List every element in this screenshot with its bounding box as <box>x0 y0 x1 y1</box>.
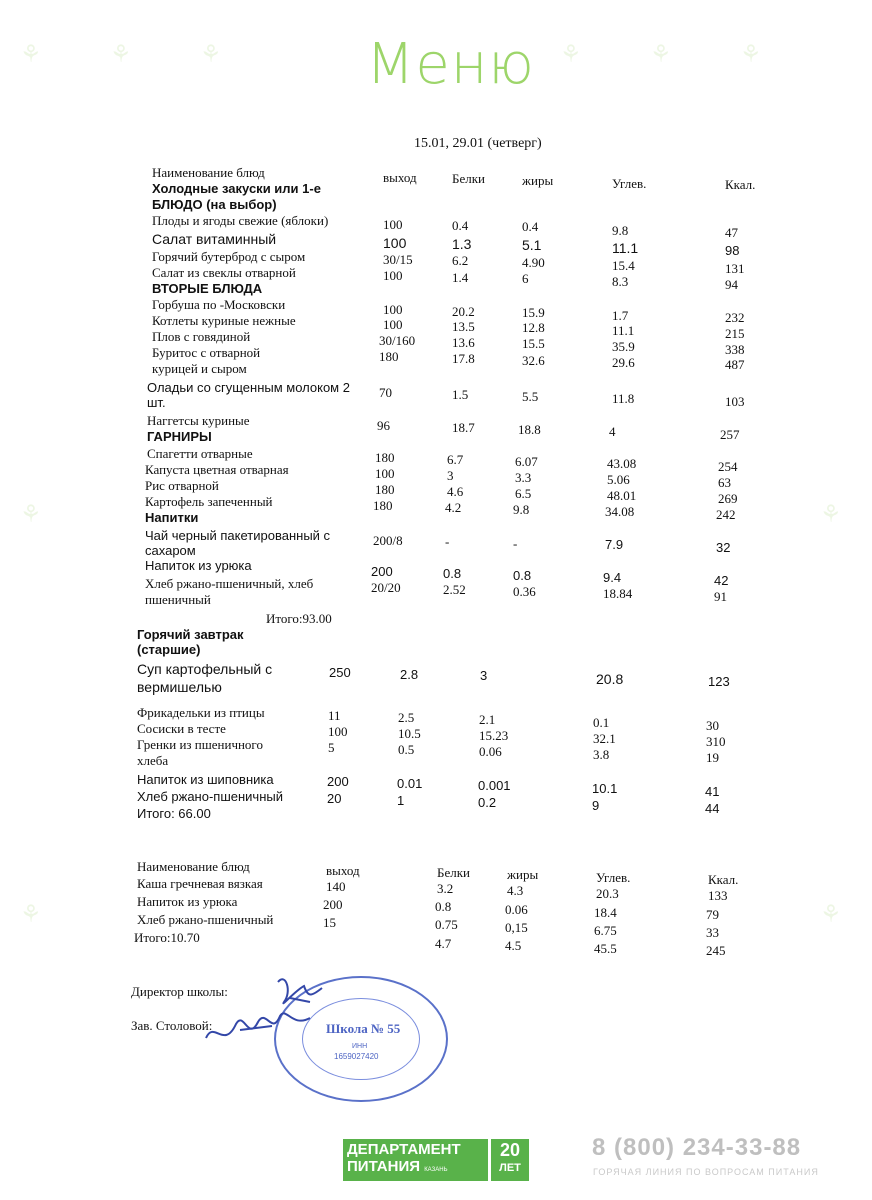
dish-yield: 100 <box>383 268 403 283</box>
stamp-inn-label: ИНН <box>352 1043 368 1050</box>
dish-fat: 0.06 <box>479 744 502 759</box>
dish-kcal: 19 <box>706 750 719 765</box>
dish-yield: 180 <box>375 450 395 465</box>
dish-protein: 1.4 <box>452 270 469 285</box>
dish-carbs: 18.84 <box>603 586 633 601</box>
director-label: Директор школы: <box>131 984 228 999</box>
dish-yield: 15 <box>323 915 336 930</box>
dish-kcal: 63 <box>718 475 731 490</box>
header-yield: выход <box>326 863 360 878</box>
dish-name: Спагетти отварные <box>147 446 253 461</box>
dish-carbs: 5.06 <box>607 472 630 487</box>
dish-fat: 5.5 <box>522 389 539 404</box>
dish-protein: 4.6 <box>447 484 464 499</box>
handwritten-signatures <box>200 968 360 1058</box>
dish-carbs: 10.1 <box>592 781 618 796</box>
decor-mark: ⚘ <box>820 900 842 928</box>
dish-carbs: 1.7 <box>612 308 629 323</box>
dish-protein: 20.2 <box>452 304 475 319</box>
decor-mark: ⚘ <box>20 40 42 68</box>
decor-mark: ⚘ <box>20 900 42 928</box>
dish-protein: 3.2 <box>437 881 454 896</box>
dish-yield: 11 <box>328 708 341 723</box>
header-kcal: Ккал. <box>725 177 756 192</box>
dish-fat: 6.07 <box>515 454 538 469</box>
dish-protein: 6.7 <box>447 452 464 467</box>
hotline-caption: ГОРЯЧАЯ ЛИНИЯ ПО ВОПРОСАМ ПИТАНИЯ <box>593 1167 819 1177</box>
dish-name: Напиток из урюка <box>137 894 238 909</box>
dish-name: Оладьи со сгущенным молоком 2 <box>147 380 350 395</box>
dish-name: Котлеты куриные нежные <box>152 313 296 328</box>
dish-protein: 2.8 <box>400 667 419 682</box>
logo-line2: ПИТАНИЯ <box>347 1158 421 1175</box>
date-line: 15.01, 29.01 (четверг) <box>414 136 542 151</box>
dish-fat: 0.06 <box>505 902 528 917</box>
section-second: ВТОРЫЕ БЛЮДА <box>152 281 263 296</box>
dish-name: Картофель запеченный <box>145 494 273 509</box>
dish-protein: 0.01 <box>397 776 423 791</box>
dish-name: Горбуша по -Московски <box>152 297 286 312</box>
stamp-inn-value: 1659027420 <box>334 1052 379 1061</box>
dish-name: Рис отварной <box>145 478 219 493</box>
dish-protein: 13.6 <box>452 335 475 350</box>
dish-yield: 70 <box>379 385 392 400</box>
stamp-school-text: Школа № 55 <box>326 1021 401 1036</box>
dish-kcal: 310 <box>706 734 726 749</box>
dish-protein: 3 <box>447 468 454 483</box>
header-name: Наименование блюд <box>152 165 265 180</box>
dish-name: Напиток из урюка <box>145 558 252 573</box>
header-carbs: Углев. <box>596 870 631 885</box>
dish-fat: 0,15 <box>505 920 528 935</box>
dish-carbs: 4 <box>609 424 616 439</box>
dish-protein: 0.8 <box>443 566 462 581</box>
dish-carbs: 20.3 <box>596 886 619 901</box>
dish-yield: 250 <box>329 665 351 680</box>
dish-kcal: 42 <box>714 573 729 588</box>
decor-mark: ⚘ <box>820 500 842 528</box>
dish-name: Хлеб ржано-пшеничный, хлеб <box>145 576 314 591</box>
dish-carbs: 3.8 <box>593 747 610 762</box>
dish-fat: 15.5 <box>522 336 545 351</box>
dish-name: Хлеб ржано-пшеничный <box>137 912 274 927</box>
dish-carbs: 8.3 <box>612 274 629 289</box>
dish-kcal: 133 <box>708 888 728 903</box>
dish-name-cont: курицей и сыром <box>152 361 247 376</box>
decor-mark: ⚘ <box>200 40 222 68</box>
dish-yield: 30/160 <box>379 333 416 348</box>
dish-yield: 100 <box>383 217 403 232</box>
sum-kcal: 245 <box>706 943 726 958</box>
dish-fat: 0.4 <box>522 219 539 234</box>
dish-name: Плов с говядиной <box>152 329 251 344</box>
dish-protein: 13.5 <box>452 319 475 334</box>
dish-kcal: 254 <box>718 459 738 474</box>
section-cold: Холодные закуски или 1-е <box>152 181 321 196</box>
section-drinks: Напитки <box>145 510 199 525</box>
logo-city: КАЗАНЬ <box>424 1167 448 1173</box>
dish-protein: 2.52 <box>443 582 466 597</box>
logo-line1: ДЕПАРТАМЕНТ <box>347 1141 461 1158</box>
sum-fat: 4.5 <box>505 938 522 953</box>
dish-fat: 3 <box>480 668 488 683</box>
dish-carbs: 9 <box>592 798 600 813</box>
dish-protein: 0.8 <box>435 899 452 914</box>
dish-carbs: 20.8 <box>596 671 624 687</box>
total-lunch: Итого:93.00 <box>266 611 332 626</box>
dish-kcal: 98 <box>725 243 740 258</box>
dish-kcal: 338 <box>725 342 745 357</box>
dish-name: Капуста цветная отварная <box>145 462 289 477</box>
dish-name: Фрикадельки из птицы <box>137 705 265 720</box>
dish-yield: 200 <box>327 774 349 789</box>
dish-kcal: 103 <box>725 394 745 409</box>
header-protein: Белки <box>452 171 485 186</box>
dish-kcal: 79 <box>706 907 719 922</box>
decor-mark: ⚘ <box>110 40 132 68</box>
dish-name: Суп картофельный с <box>137 661 273 677</box>
dish-protein: 2.5 <box>398 710 415 725</box>
dish-yield: 200/8 <box>373 533 403 548</box>
dish-name: Гренки из пшеничного <box>137 737 263 752</box>
dish-kcal: 47 <box>725 225 738 240</box>
decor-mark: ⚘ <box>650 40 672 68</box>
dish-name: Напиток из шиповника <box>137 772 274 787</box>
dish-carbs: 15.4 <box>612 258 635 273</box>
header-yield: выход <box>383 170 417 185</box>
dish-fat: 15.9 <box>522 305 545 320</box>
dish-name-cont: вермишелью <box>137 679 222 695</box>
dish-carbs: 29.6 <box>612 355 635 370</box>
dish-yield: 140 <box>326 879 346 894</box>
total-breakfast: Итого: 66.00 <box>137 806 211 821</box>
dish-fat: 3.3 <box>515 470 532 485</box>
header-kcal: Ккал. <box>708 872 739 887</box>
dish-yield: 180 <box>375 482 395 497</box>
dish-name: Плоды и ягоды свежие (яблоки) <box>152 213 329 228</box>
dish-carbs: 35.9 <box>612 339 635 354</box>
dish-fat: 0.36 <box>513 584 536 599</box>
dish-fat: 6 <box>522 271 529 286</box>
decor-mark: ⚘ <box>560 40 582 68</box>
dish-name: Сосиски в тесте <box>137 721 226 736</box>
dish-name: Наггетсы куриные <box>147 413 250 428</box>
dish-kcal: 215 <box>725 326 745 341</box>
dish-kcal: 131 <box>725 261 745 276</box>
dish-kcal: 94 <box>725 277 738 292</box>
dish-fat: 5.1 <box>522 237 542 253</box>
dish-carbs: 34.08 <box>605 504 635 519</box>
dish-name-cont: сахаром <box>145 543 196 558</box>
dish-name-cont: хлеба <box>137 753 169 768</box>
dish-yield: 100 <box>383 302 403 317</box>
dish-fat: 2.1 <box>479 712 496 727</box>
section-cold-2: БЛЮДО (на выбор) <box>152 197 277 212</box>
dish-carbs: 9.8 <box>612 223 629 238</box>
dish-protein: 0.5 <box>398 742 415 757</box>
sum-carbs: 45.5 <box>594 941 617 956</box>
dish-protein: 0.75 <box>435 917 458 932</box>
dish-protein: 1.3 <box>452 236 472 252</box>
dish-yield: 20/20 <box>371 580 401 595</box>
page-title: Меню <box>366 32 535 97</box>
dish-fat: 12.8 <box>522 320 545 335</box>
dish-yield: 5 <box>328 740 335 755</box>
dish-carbs: 48.01 <box>607 488 637 503</box>
dish-yield: 30/15 <box>383 252 413 267</box>
dish-yield: 180 <box>373 498 393 513</box>
canteen-label: Зав. Столовой: <box>131 1018 213 1033</box>
dish-kcal: 91 <box>714 589 727 604</box>
dish-fat: 0.2 <box>478 795 497 810</box>
dish-name-cont: шт. <box>147 395 166 410</box>
decor-mark: ⚘ <box>740 40 762 68</box>
dish-kcal: 41 <box>705 784 720 799</box>
dish-carbs: 9.4 <box>603 570 622 585</box>
dish-yield: 96 <box>377 418 390 433</box>
dish-kcal: 242 <box>716 507 736 522</box>
dish-fat: 0.001 <box>478 778 511 793</box>
sum-protein: 4.7 <box>435 936 452 951</box>
dish-carbs: 32.1 <box>593 731 616 746</box>
dish-fat: 9.8 <box>513 502 530 517</box>
dish-carbs: 0.1 <box>593 715 610 730</box>
hotline-phone: 8 (800) 234-33-88 <box>592 1134 802 1161</box>
dish-yield: 100 <box>383 235 407 251</box>
dish-carbs: 43.08 <box>607 456 637 471</box>
dish-kcal: 32 <box>716 540 731 555</box>
dish-kcal: 44 <box>705 801 720 816</box>
dish-yield: 20 <box>327 791 342 806</box>
dish-kcal: 269 <box>718 491 738 506</box>
dish-name: Каша гречневая вязкая <box>137 876 263 891</box>
dish-yield: 100 <box>328 724 348 739</box>
dish-carbs: 18.4 <box>594 905 617 920</box>
dish-protein: 6.2 <box>452 253 469 268</box>
logo-years: 20 <box>499 1140 521 1160</box>
dish-name: Чай черный пакетированный с <box>145 528 331 543</box>
header-carbs: Углев. <box>612 176 647 191</box>
dish-name: Салат из свеклы отварной <box>152 265 296 280</box>
dish-yield: 180 <box>379 349 399 364</box>
dish-fat: 0.8 <box>513 568 532 583</box>
dish-yield: 100 <box>375 466 395 481</box>
dish-name: Буритос с отварной <box>152 345 261 360</box>
dish-carbs: 11.1 <box>612 240 639 256</box>
dish-kcal: 33 <box>706 925 719 940</box>
dish-yield: 200 <box>323 897 343 912</box>
dish-kcal: 123 <box>708 674 730 689</box>
dish-protein: 0.4 <box>452 218 469 233</box>
dish-protein: 18.7 <box>452 420 475 435</box>
dish-name-cont: пшеничный <box>145 592 211 607</box>
dish-carbs: 7.9 <box>605 537 624 552</box>
dish-protein: 4.2 <box>445 500 462 515</box>
header-protein: Белки <box>437 865 470 880</box>
dish-yield: 100 <box>383 317 403 332</box>
section-hot-breakfast: Горячий завтрак <box>137 627 244 642</box>
section-garnish: ГАРНИРЫ <box>147 429 212 444</box>
dish-protein: 1 <box>397 793 405 808</box>
dish-fat: 6.5 <box>515 486 532 501</box>
dish-fat: 32.6 <box>522 353 545 368</box>
dish-kcal: 232 <box>725 310 745 325</box>
dish-protein: 17.8 <box>452 351 475 366</box>
dish-carbs: 11.8 <box>612 391 635 406</box>
dish-yield: 200 <box>371 564 393 579</box>
section-hot-breakfast-2: (старшие) <box>137 642 201 657</box>
dish-protein: 1.5 <box>452 387 469 402</box>
logo-years-label: ЛЕТ <box>499 1162 521 1174</box>
dish-fat: 15.23 <box>479 728 509 743</box>
footer-logo <box>343 1139 529 1181</box>
dish-protein: - <box>445 534 450 549</box>
total-table3: Итого:10.70 <box>134 930 200 945</box>
header-fat: жиры <box>522 173 554 188</box>
dish-protein: 10.5 <box>398 726 421 741</box>
dish-fat: 4.3 <box>507 883 524 898</box>
dish-fat: 18.8 <box>518 422 541 437</box>
decor-mark: ⚘ <box>20 500 42 528</box>
dish-kcal: 30 <box>706 718 719 733</box>
dish-carbs: 6.75 <box>594 923 617 938</box>
header-name: Наименование блюд <box>137 859 250 874</box>
dish-carbs: 11.1 <box>612 323 635 338</box>
dish-kcal: 257 <box>720 427 740 442</box>
dish-name: Горячий бутерброд с сыром <box>152 249 306 264</box>
dish-kcal: 487 <box>725 357 745 372</box>
header-fat: жиры <box>507 867 539 882</box>
dish-fat: 4.90 <box>522 255 545 270</box>
dish-fat: - <box>513 536 518 551</box>
dish-name: Салат витаминный <box>152 231 277 247</box>
dish-name: Хлеб ржано-пшеничный <box>137 789 283 804</box>
